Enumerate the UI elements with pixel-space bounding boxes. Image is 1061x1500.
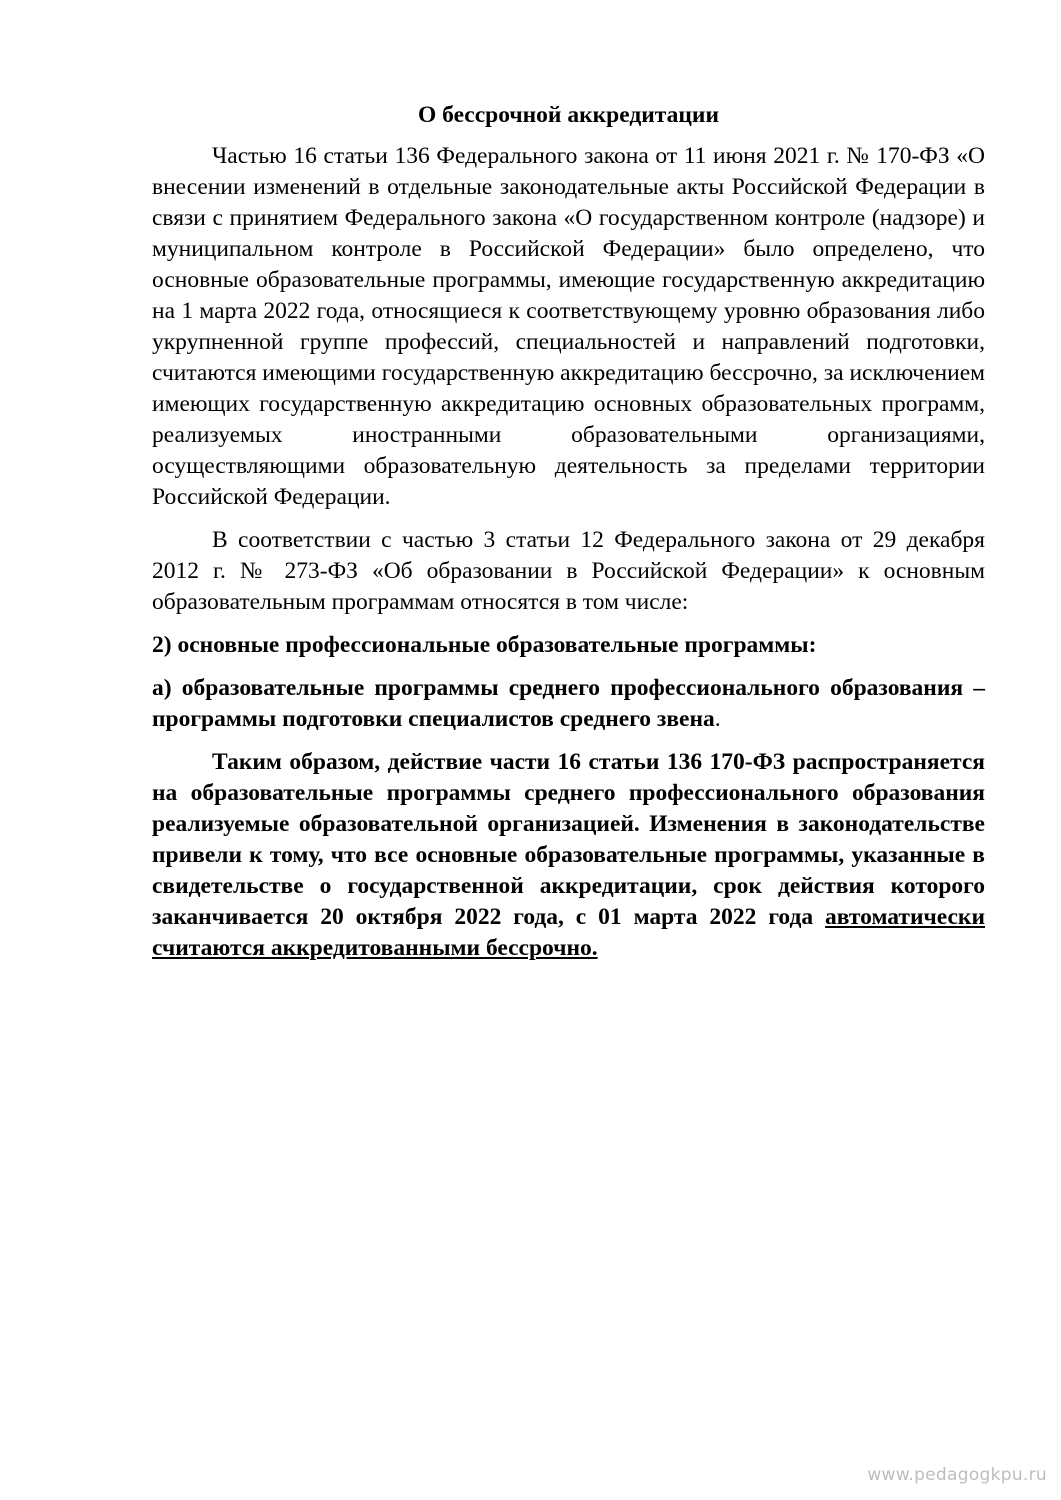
conclusion-paragraph — [152, 747, 985, 964]
list-item-a-text: а) образовательные программы среднего профессионального образования – программы подготовки специалистов среднего звена — [152, 675, 985, 732]
document-title: О бессрочной аккредитации — [418, 102, 719, 128]
list-item-a — [152, 673, 985, 735]
list-item-2: 2) основные профессиональные образовательные программы: — [152, 632, 817, 658]
list-item-a-period: . — [714, 706, 721, 732]
paragraph-law-273: В соответствии с частью 3 статьи 12 Федерального закона от 29 декабря 2012 г. № 273-ФЗ «Об образовании в Российской Федерации» к основным образовательным программам относятся в том числе: — [152, 527, 985, 615]
conclusion-underlined-text: автоматически считаются аккредитованными бессрочно. — [152, 904, 985, 961]
paragraph-law-170: Частью 16 статьи 136 Федерального закона от 11 июня 2021 г. № 170-ФЗ «О внесении изменений в отдельные законодательные акты Российской Федерации в связи с принятием Федерального закона «О государственном контроле (надзоре) и муниципальном контроле в Российской Федерации» было определено, что основные образовательные программы, имеющие государственную аккредитацию на 1 марта 2022 года, относящиеся к соответствующему уровню образования либо укрупненной группе профессий, специальностей и направлений подготовки, считаются имеющими государственную аккредитацию бессрочно, за исключением имеющих государственную аккредитацию основных образовательных программ, реализуемых иностранными образовательными организациями, осуществляющими образовательную деятельность за пределами территории Российской Федерации. — [152, 143, 985, 510]
document-page — [152, 100, 985, 976]
site-watermark: www.pedagogkpu.ru — [867, 1465, 1047, 1485]
conclusion-text: Таким образом, действие части 16 статьи 136 170-ФЗ распространяется на образовательные программы среднего профессионального образования реализуемые образовательной организацией. Изменения в законодательстве привели к тому, что все основные образовательные программы, указанные в свидетельстве о государственной аккредитации, срок действия которого заканчивается 20 октября 2022 года, с 01 марта 2022 года — [152, 749, 985, 930]
